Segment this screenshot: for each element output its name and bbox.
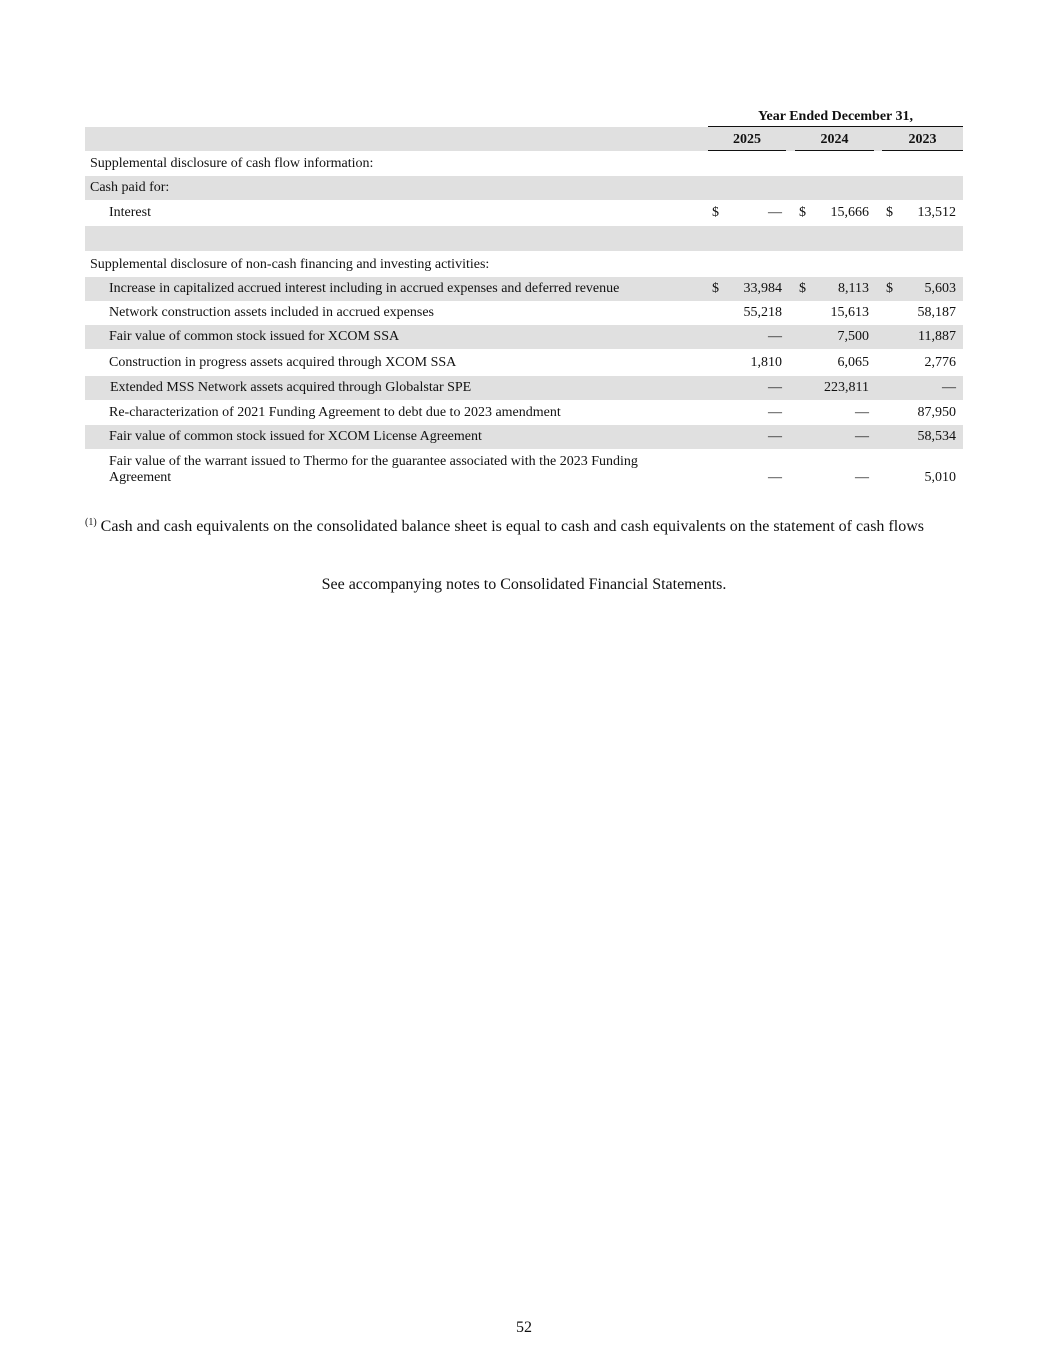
value-2024: 223,811 xyxy=(824,380,869,395)
year-underline xyxy=(708,150,786,151)
row-label-line1: Fair value of the warrant issued to Thermo for the guarantee associated with the 2023 Funding xyxy=(109,454,638,469)
row-label: Interest xyxy=(109,205,151,220)
table-row xyxy=(85,201,963,225)
table-row xyxy=(85,301,963,325)
table-row xyxy=(85,376,963,400)
value-2023: 11,887 xyxy=(918,329,956,344)
value-2024: 8,113 xyxy=(838,281,869,296)
row-label: Network construction assets included in accrued expenses xyxy=(109,305,435,320)
year-2023: 2023 xyxy=(908,132,937,147)
currency-symbol: $ xyxy=(712,281,719,296)
table-row xyxy=(85,152,963,176)
value-2023: 5,603 xyxy=(924,281,956,296)
value-2025: — xyxy=(768,429,782,444)
value-2024: 6,065 xyxy=(837,355,869,370)
currency-symbol: $ xyxy=(886,281,893,296)
table-row xyxy=(85,401,963,425)
year-header-row xyxy=(85,127,963,151)
value-2024: — xyxy=(855,470,869,485)
table-row xyxy=(85,277,963,301)
table-row xyxy=(85,253,963,277)
year-2024: 2024 xyxy=(820,132,849,147)
value-2025: 33,984 xyxy=(743,281,782,296)
year-2025: 2025 xyxy=(733,132,761,147)
value-2023: — xyxy=(942,380,956,395)
row-label: Extended MSS Network assets acquired through Globalstar SPE xyxy=(110,380,472,395)
year-underline xyxy=(795,150,874,151)
table-row xyxy=(85,176,963,200)
value-2024: 15,666 xyxy=(830,205,869,220)
value-2023: 58,187 xyxy=(917,305,956,320)
value-2023: 58,534 xyxy=(917,429,956,444)
value-2025: — xyxy=(768,470,782,485)
row-label: Cash paid for: xyxy=(90,180,170,195)
footnote xyxy=(85,512,963,538)
value-2025: — xyxy=(768,405,782,420)
table-row xyxy=(85,453,963,489)
value-2024: — xyxy=(855,405,869,420)
currency-symbol: $ xyxy=(886,205,893,220)
value-2025: 1,810 xyxy=(750,355,782,370)
value-2025: — xyxy=(768,380,782,395)
footnote-text: Cash and cash equivalents on the consolidated balance sheet is equal to cash and cash equivalents on the statement of cash flows xyxy=(100,518,924,535)
value-2024: 15,613 xyxy=(830,305,869,320)
value-2025: — xyxy=(768,205,782,220)
row-label: Increase in capitalized accrued interest including in accrued expenses and deferred revenue xyxy=(109,281,620,296)
currency-symbol: $ xyxy=(799,281,806,296)
value-2025: — xyxy=(768,329,782,344)
row-label: Re-characterization of 2021 Funding Agreement to debt due to 2023 amendment xyxy=(109,405,561,420)
table-row xyxy=(85,425,963,449)
currency-symbol: $ xyxy=(799,205,806,220)
value-2023: 5,010 xyxy=(924,470,956,485)
period-header: Year Ended December 31, xyxy=(757,109,914,124)
row-label: Fair value of common stock issued for XCOM License Agreement xyxy=(109,429,482,444)
notes-reference: See accompanying notes to Consolidated Financial Statements. xyxy=(321,576,727,593)
page-number: 52 xyxy=(516,1319,532,1336)
value-2023: 2,776 xyxy=(924,355,956,370)
footnote-marker: (1) xyxy=(85,517,97,528)
value-2024: 7,500 xyxy=(837,329,869,344)
row-label-line2: Agreement xyxy=(109,470,172,485)
year-underline xyxy=(882,150,963,151)
value-2023: 13,512 xyxy=(917,205,956,220)
table-row xyxy=(85,351,963,375)
spacer-row xyxy=(85,226,963,251)
value-2025: 55,218 xyxy=(743,305,782,320)
currency-symbol: $ xyxy=(712,205,719,220)
row-label: Construction in progress assets acquired through XCOM SSA xyxy=(109,355,457,370)
value-2023: 87,950 xyxy=(917,405,956,420)
row-label: Supplemental disclosure of non-cash financing and investing activities: xyxy=(90,257,490,272)
value-2024: — xyxy=(855,429,869,444)
row-label: Fair value of common stock issued for XCOM SSA xyxy=(109,329,400,344)
row-label: Supplemental disclosure of cash flow information: xyxy=(90,156,374,171)
table-row xyxy=(85,325,963,349)
